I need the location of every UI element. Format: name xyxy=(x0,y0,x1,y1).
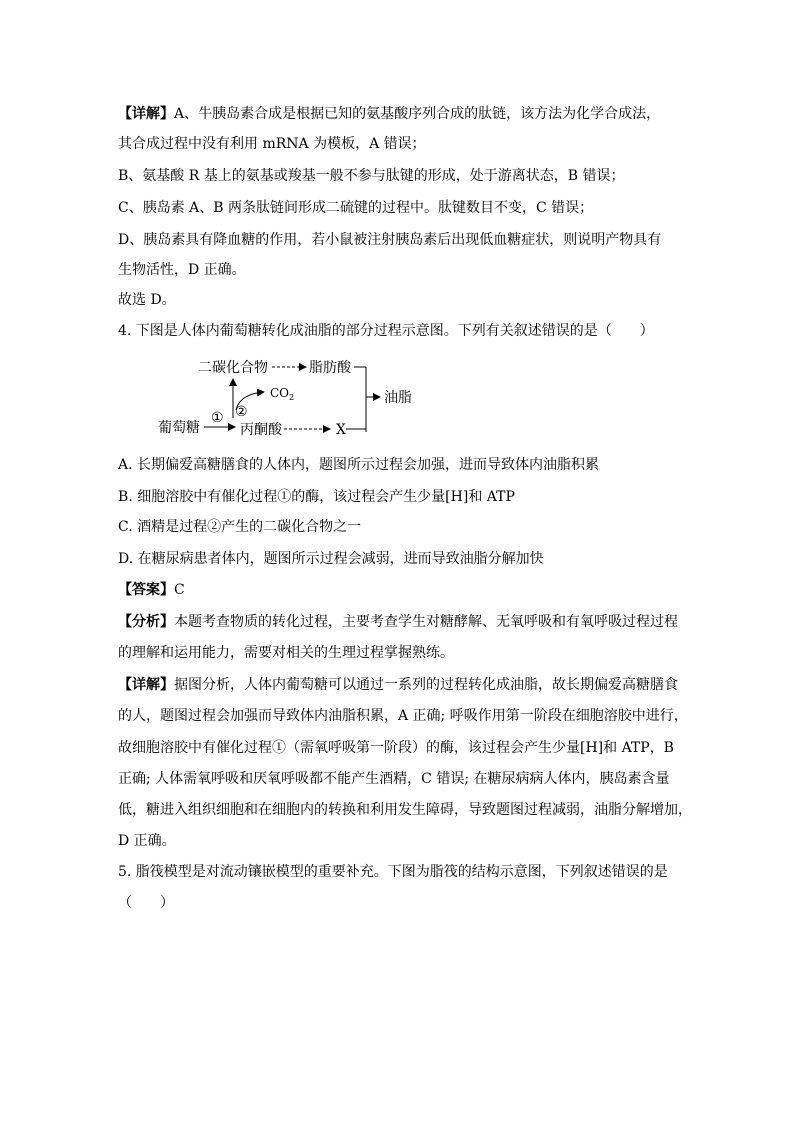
node-glucose: 葡萄糖 xyxy=(158,420,200,436)
node-x: X xyxy=(336,422,346,438)
q4-detail-text-1: 据图分析，人体内葡萄糖可以通过一系列的过程转化成油脂，故长期偏爱高糖膳食 xyxy=(174,677,678,693)
q3-detail-line-2: 其合成过程中没有利用 mRNA 为模板，A 错误； xyxy=(118,136,426,152)
q4-answer-label: 【答案】 xyxy=(118,582,174,598)
node-fatty-acid: 脂肪酸 xyxy=(309,360,351,376)
q4-answer-value: C xyxy=(174,582,185,598)
q4-stem: 4. 下图是人体内葡萄糖转化成油脂的部分过程示意图。下列有关叙述错误的是（ ） xyxy=(118,323,654,339)
q3-detail-line-3: B、氨基酸 R 基上的氨基或羧基一般不参与肽键的形成，处于游离状态，B 错误； xyxy=(118,168,625,184)
q4-detail-line-1 xyxy=(118,675,678,695)
q3-detail-line-6: 生物活性，D 正确。 xyxy=(118,262,246,278)
step-2-marker: ② xyxy=(235,404,248,420)
q3-detail-line-1 xyxy=(118,104,660,124)
q3-detail-line-7: 故选 D。 xyxy=(118,292,176,308)
q4-detail-line-2: 的人，题图过程会加强而导致体内油脂积累，A 正确; 呼吸作用第一阶段在细胞溶胶中进行， xyxy=(118,708,688,724)
node-fat: 油脂 xyxy=(384,390,412,406)
q4-analysis-text-1: 本题考查物质的转化过程，主要考查学生对糖酵解、无氧呼吸和有氧呼吸过程过程 xyxy=(174,614,678,630)
q4-option-c: C. 酒精是过程②产生的二碳化合物之一 xyxy=(118,519,362,535)
q5-stem-line-1: 5. 脂筏模型是对流动镶嵌模型的重要补充。下图为脂筏的结构示意图，下列叙述错误的是 xyxy=(118,864,668,880)
q4-option-a: A. 长期偏爱高糖膳食的人体内，题图所示过程会加强，进而导致体内油脂积累 xyxy=(118,457,600,473)
q4-analysis-line-1 xyxy=(118,612,678,632)
node-co2 xyxy=(270,386,294,402)
q4-option-b: B. 细胞溶胶中有催化过程①的酶，该过程会产生少量[H]和 ATP xyxy=(118,489,515,505)
diagram-svg xyxy=(118,352,418,442)
glucose-to-fat-diagram xyxy=(118,352,418,442)
q4-option-d: D. 在糖尿病患者体内，题图所示过程会减弱，进而导致油脂分解加快 xyxy=(118,551,544,567)
node-two-carbon: 二碳化合物 xyxy=(198,360,268,376)
step-1-marker: ① xyxy=(211,410,224,426)
q4-detail-line-6: D 正确。 xyxy=(118,833,176,849)
q4-detail-line-5: 低，糖进入组织细胞和在细胞内的转换和利用发生障碍，导致题图过程减弱，油脂分解增加， xyxy=(118,802,692,818)
q5-stem-line-2: （ ） xyxy=(118,895,174,911)
q3-detail-line-5: D、胰岛素具有降血糖的作用，若小鼠被注射胰岛素后出现低血糖症状，则说明产物具有 xyxy=(118,232,662,248)
q4-detail-label: 【详解】 xyxy=(118,677,174,693)
co2-subscript: 2 xyxy=(289,393,295,402)
q4-analysis-line-2: 的理解和运用能力，需要对相关的生理过程掌握熟练。 xyxy=(118,645,454,661)
q3-detail-text-1: A、牛胰岛素合成是根据已知的氨基酸序列合成的肽链，该方法为化学合成法， xyxy=(174,106,661,122)
q3-detail-label: 【详解】 xyxy=(118,106,174,122)
q4-detail-line-3: 故细胞溶胶中有催化过程①（需氧呼吸第一阶段）的酶，该过程会产生少量[H]和 ATP，B xyxy=(118,740,674,756)
node-pyruvate: 丙酮酸 xyxy=(240,422,282,438)
co2-text: CO xyxy=(270,386,290,400)
q4-detail-line-4: 正确; 人体需氧呼吸和厌氧呼吸都不能产生酒精，C 错误; 在糖尿病病人体内，胰岛素含量 xyxy=(118,771,670,787)
q3-detail-line-4: C、胰岛素 A、B 两条肽链间形成二硫键的过程中。肽键数目不变，C 错误； xyxy=(118,200,594,216)
q4-analysis-label: 【分析】 xyxy=(118,614,174,630)
q4-answer xyxy=(118,580,185,600)
